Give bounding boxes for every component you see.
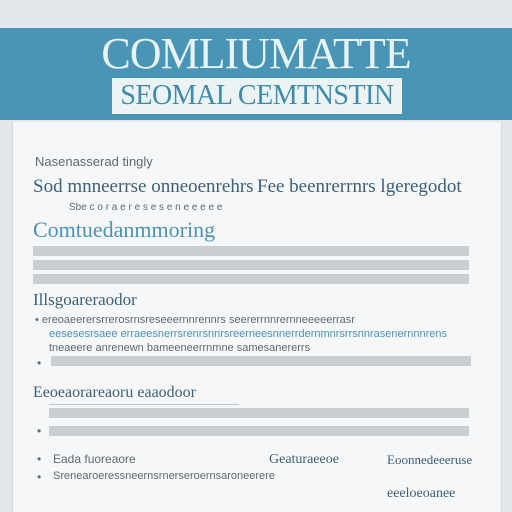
footer-left-detail: Srenearoeressneernsrnerseroernsaroneerere [53, 470, 275, 482]
section-3-line-1: • ereoaeerersrrerosrnsreseeernnrennrs seererrnnrernneeeeerrasr [35, 314, 355, 326]
section-3-line-3: tneaeere anrenewn bameeneerrnmne samesanererrs [49, 342, 311, 354]
section-3-heading: Illsgoareraodor [33, 290, 137, 309]
bullet-icon: • [37, 356, 42, 370]
bullet-icon: • [37, 470, 42, 484]
section-1-right-heading: Fee beenrerrnrs lgeregodot [257, 176, 462, 197]
section-3-line-2: eesesesrsaee erraeesnerrsrenrsnnrsreerneesnnerrdernmnrsrrsnnrasenernnnrens [49, 328, 448, 340]
section-1-left-heading: Sod mnneerrse onneoenrehrs [33, 176, 254, 197]
bullet-icon: • [37, 424, 42, 438]
text-block-line [33, 246, 469, 256]
section-2-heading: Comtuedanmmoring [33, 217, 216, 242]
text-block-line [51, 356, 471, 366]
header-banner [0, 28, 512, 120]
banner-subtitle: SEOMAL CEMTNSTIN [112, 78, 402, 114]
text-block-line [49, 404, 239, 405]
banner-title: COMLIUMATTE [101, 29, 411, 78]
text-block-line [49, 408, 469, 418]
section-1-meta: Sbe c o r a e r e s e s e n e e e e e [69, 202, 223, 213]
section-4-heading: Eeoeaorareaoru eaaodoor [33, 384, 196, 401]
footer-right-detail: eeeloeoanee [387, 486, 456, 501]
document-intro-line: Nasenasserad tingly [35, 154, 153, 169]
footer-left-label: Eada fuoreaore [53, 452, 136, 466]
footer-right-label: Eoonnedeeeruse [387, 452, 473, 467]
footer-mid-label: Geaturaeeoe [269, 452, 339, 467]
text-block-line [33, 260, 469, 270]
text-block-line [49, 426, 469, 436]
text-block-line [33, 274, 469, 284]
bullet-icon: • [37, 452, 42, 466]
document-page [12, 122, 502, 512]
